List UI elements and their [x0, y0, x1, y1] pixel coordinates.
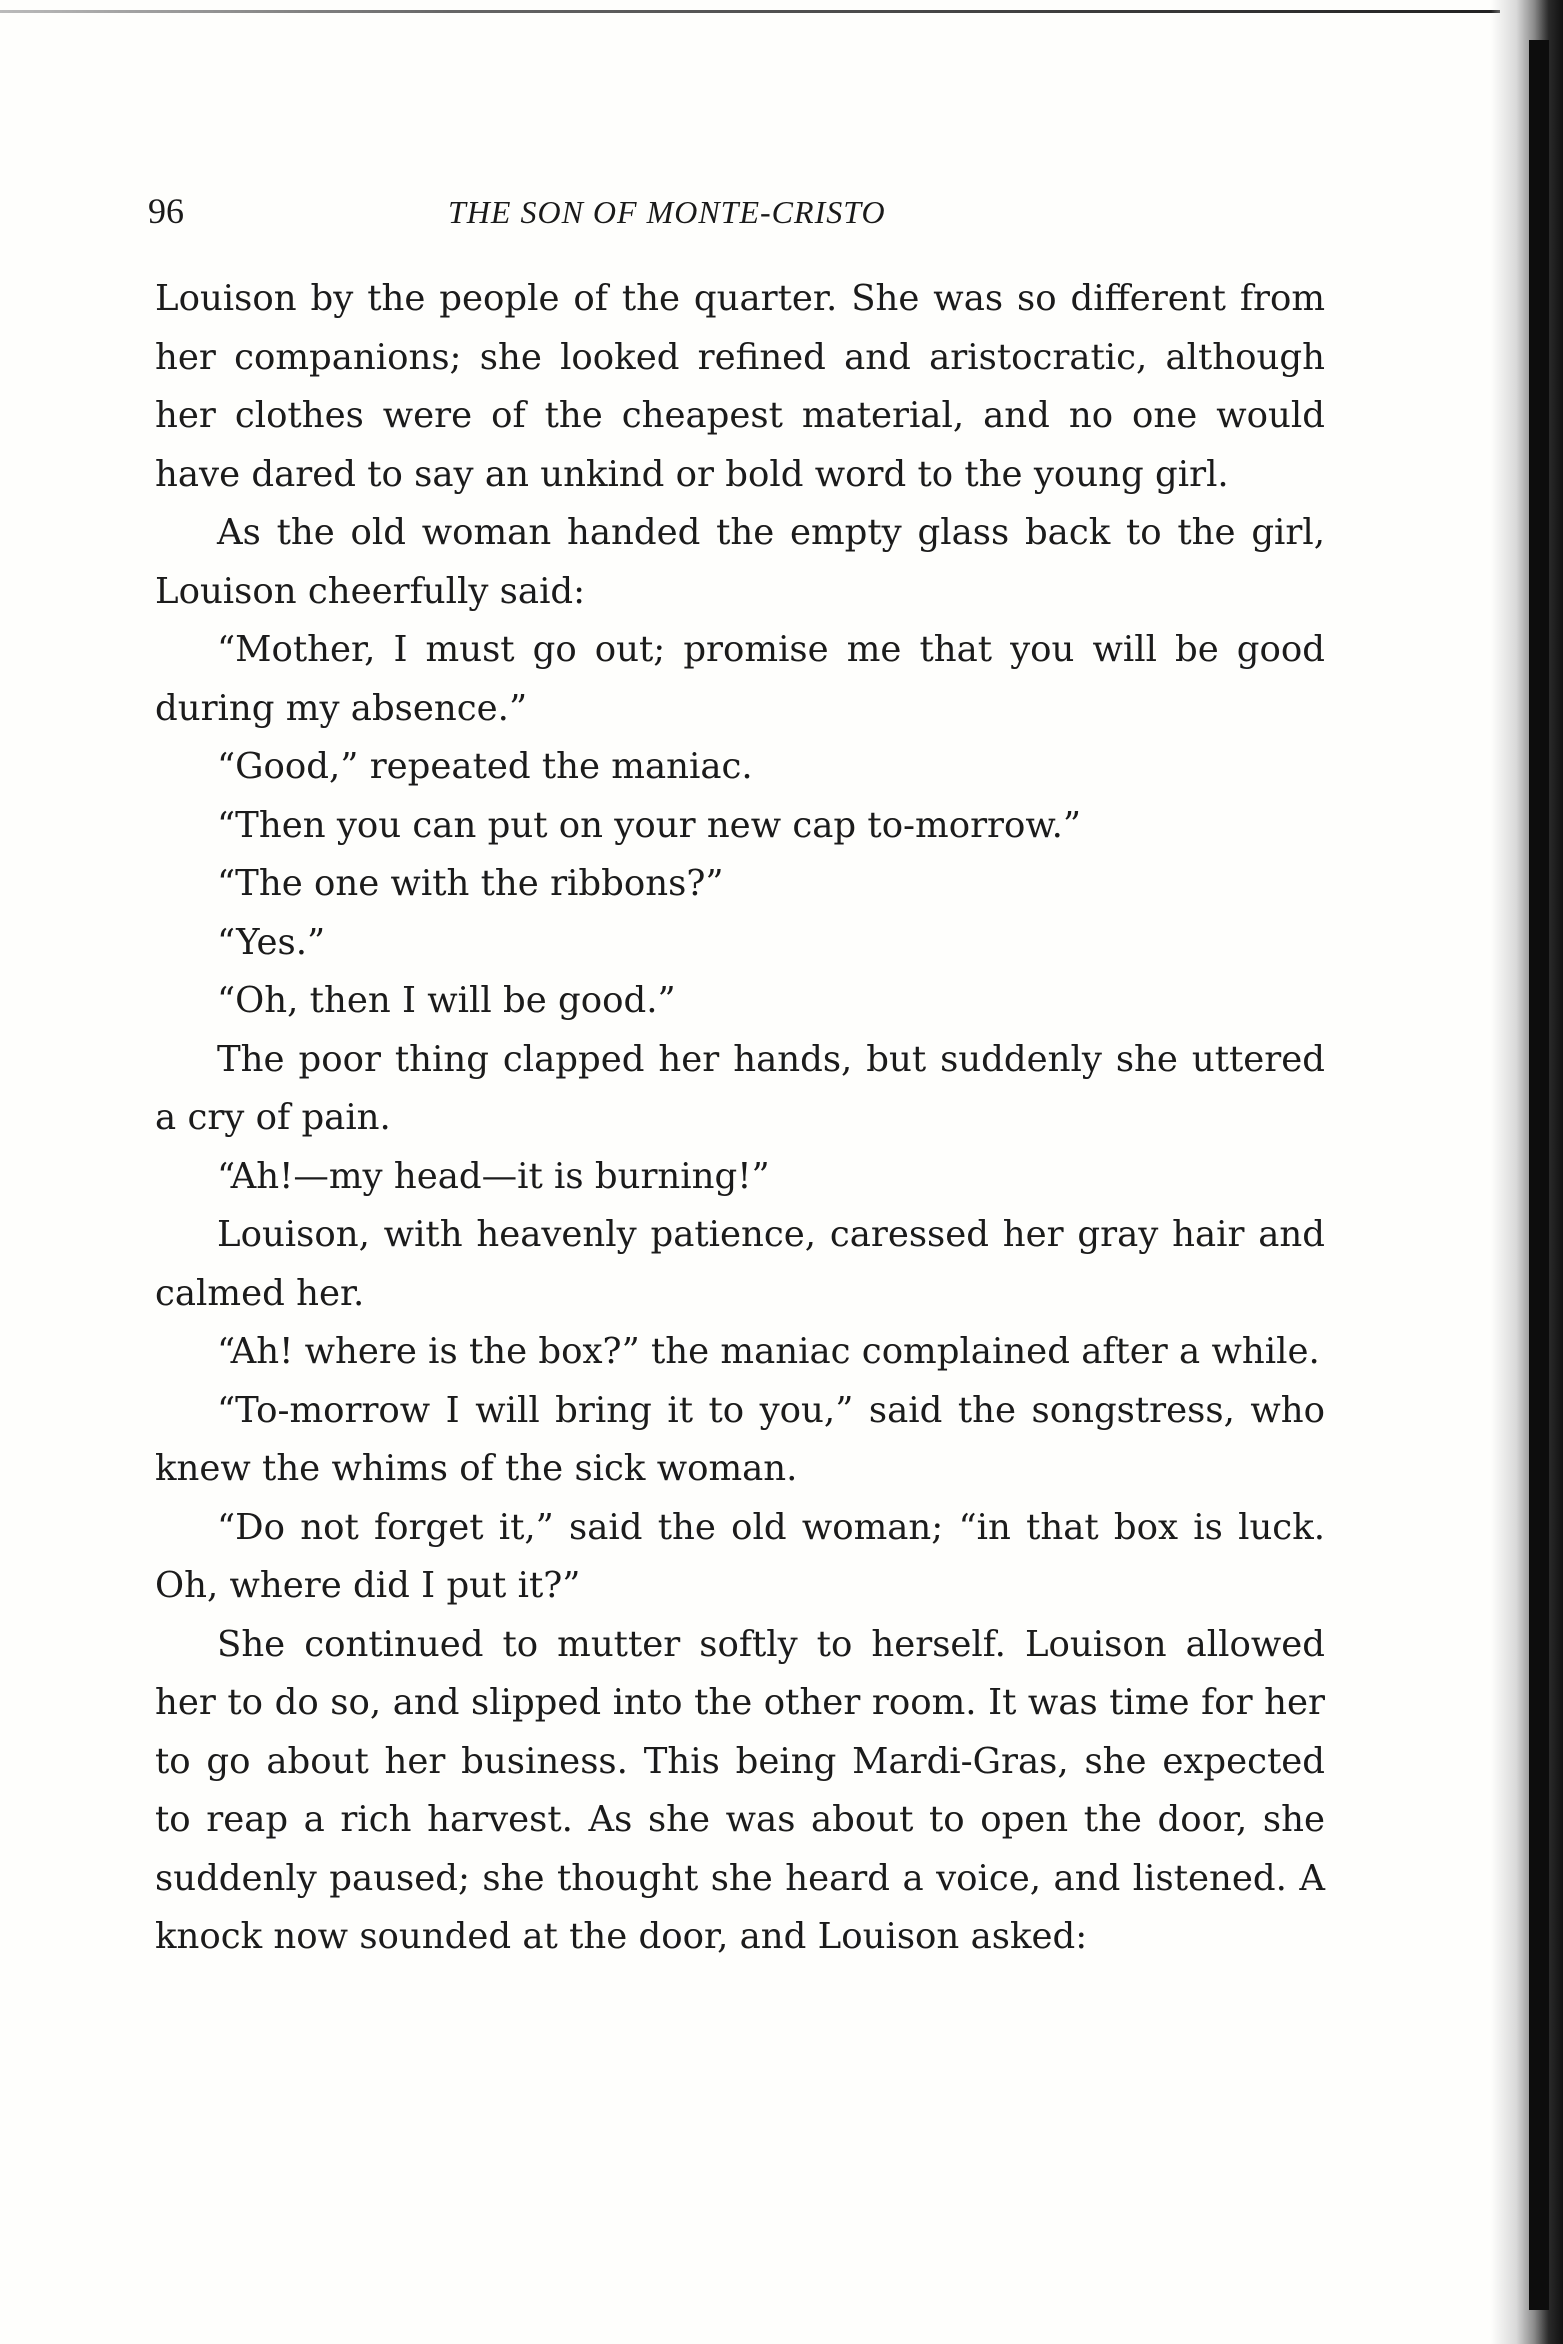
paragraph: As the old woman handed the empty glass back to the girl, Louison cheerfully said:	[155, 512, 1325, 612]
paragraph: “Oh, then I will be good.”	[217, 980, 676, 1021]
body-text	[155, 270, 1325, 1967]
page-edge-bar	[1529, 40, 1549, 2310]
page-header	[148, 190, 1328, 240]
page-number: 96	[148, 191, 184, 231]
running-title: THE SON OF MONTE-CRISTO	[448, 194, 886, 230]
top-rule	[0, 10, 1500, 13]
paragraph: Louison by the people of the quarter. She was so different from her companions; she looked refined and aristocratic, although her clothes were of the cheapest material, and no one would have dared to say an unkind or bold word to the young girl.	[155, 278, 1325, 495]
paragraph: “Ah! where is the box?” the maniac complained after a while.	[217, 1331, 1320, 1372]
page-edge-shadow	[1491, 0, 1563, 2344]
paragraph: She continued to mutter softly to herself. Louison allowed her to do so, and slipped into the other room. It was time for her to go about her business. This being Mardi-Gras, she expected to reap a rich harvest. As she was about to open the door, she suddenly paused; she thought she heard a voice, and listened. A knock now sounded at the door, and Louison asked:	[155, 1623, 1325, 1957]
paragraph: “Ah!—my head—it is burning!”	[217, 1155, 770, 1197]
paragraph: “To-morrow I will bring it to you,” said the songstress, who knew the whims of the sick woman.	[155, 1389, 1325, 1489]
paragraph: The poor thing clapped her hands, but suddenly she uttered a cry of pain.	[155, 1038, 1325, 1138]
paragraph: “Do not forget it,” said the old woman; “in that box is luck. Oh, where did I put it?”	[155, 1506, 1325, 1606]
paragraph: “Yes.”	[217, 921, 326, 963]
paragraph: “Good,” repeated the maniac.	[217, 746, 753, 787]
paragraph: “The one with the ribbons?”	[217, 863, 724, 904]
paragraph: “Mother, I must go out; promise me that you will be good during my absence.”	[155, 629, 1325, 729]
paragraph: Louison, with heavenly patience, caressed her gray hair and calmed her.	[155, 1214, 1325, 1314]
paragraph: “Then you can put on your new cap to-morrow.”	[217, 804, 1082, 846]
